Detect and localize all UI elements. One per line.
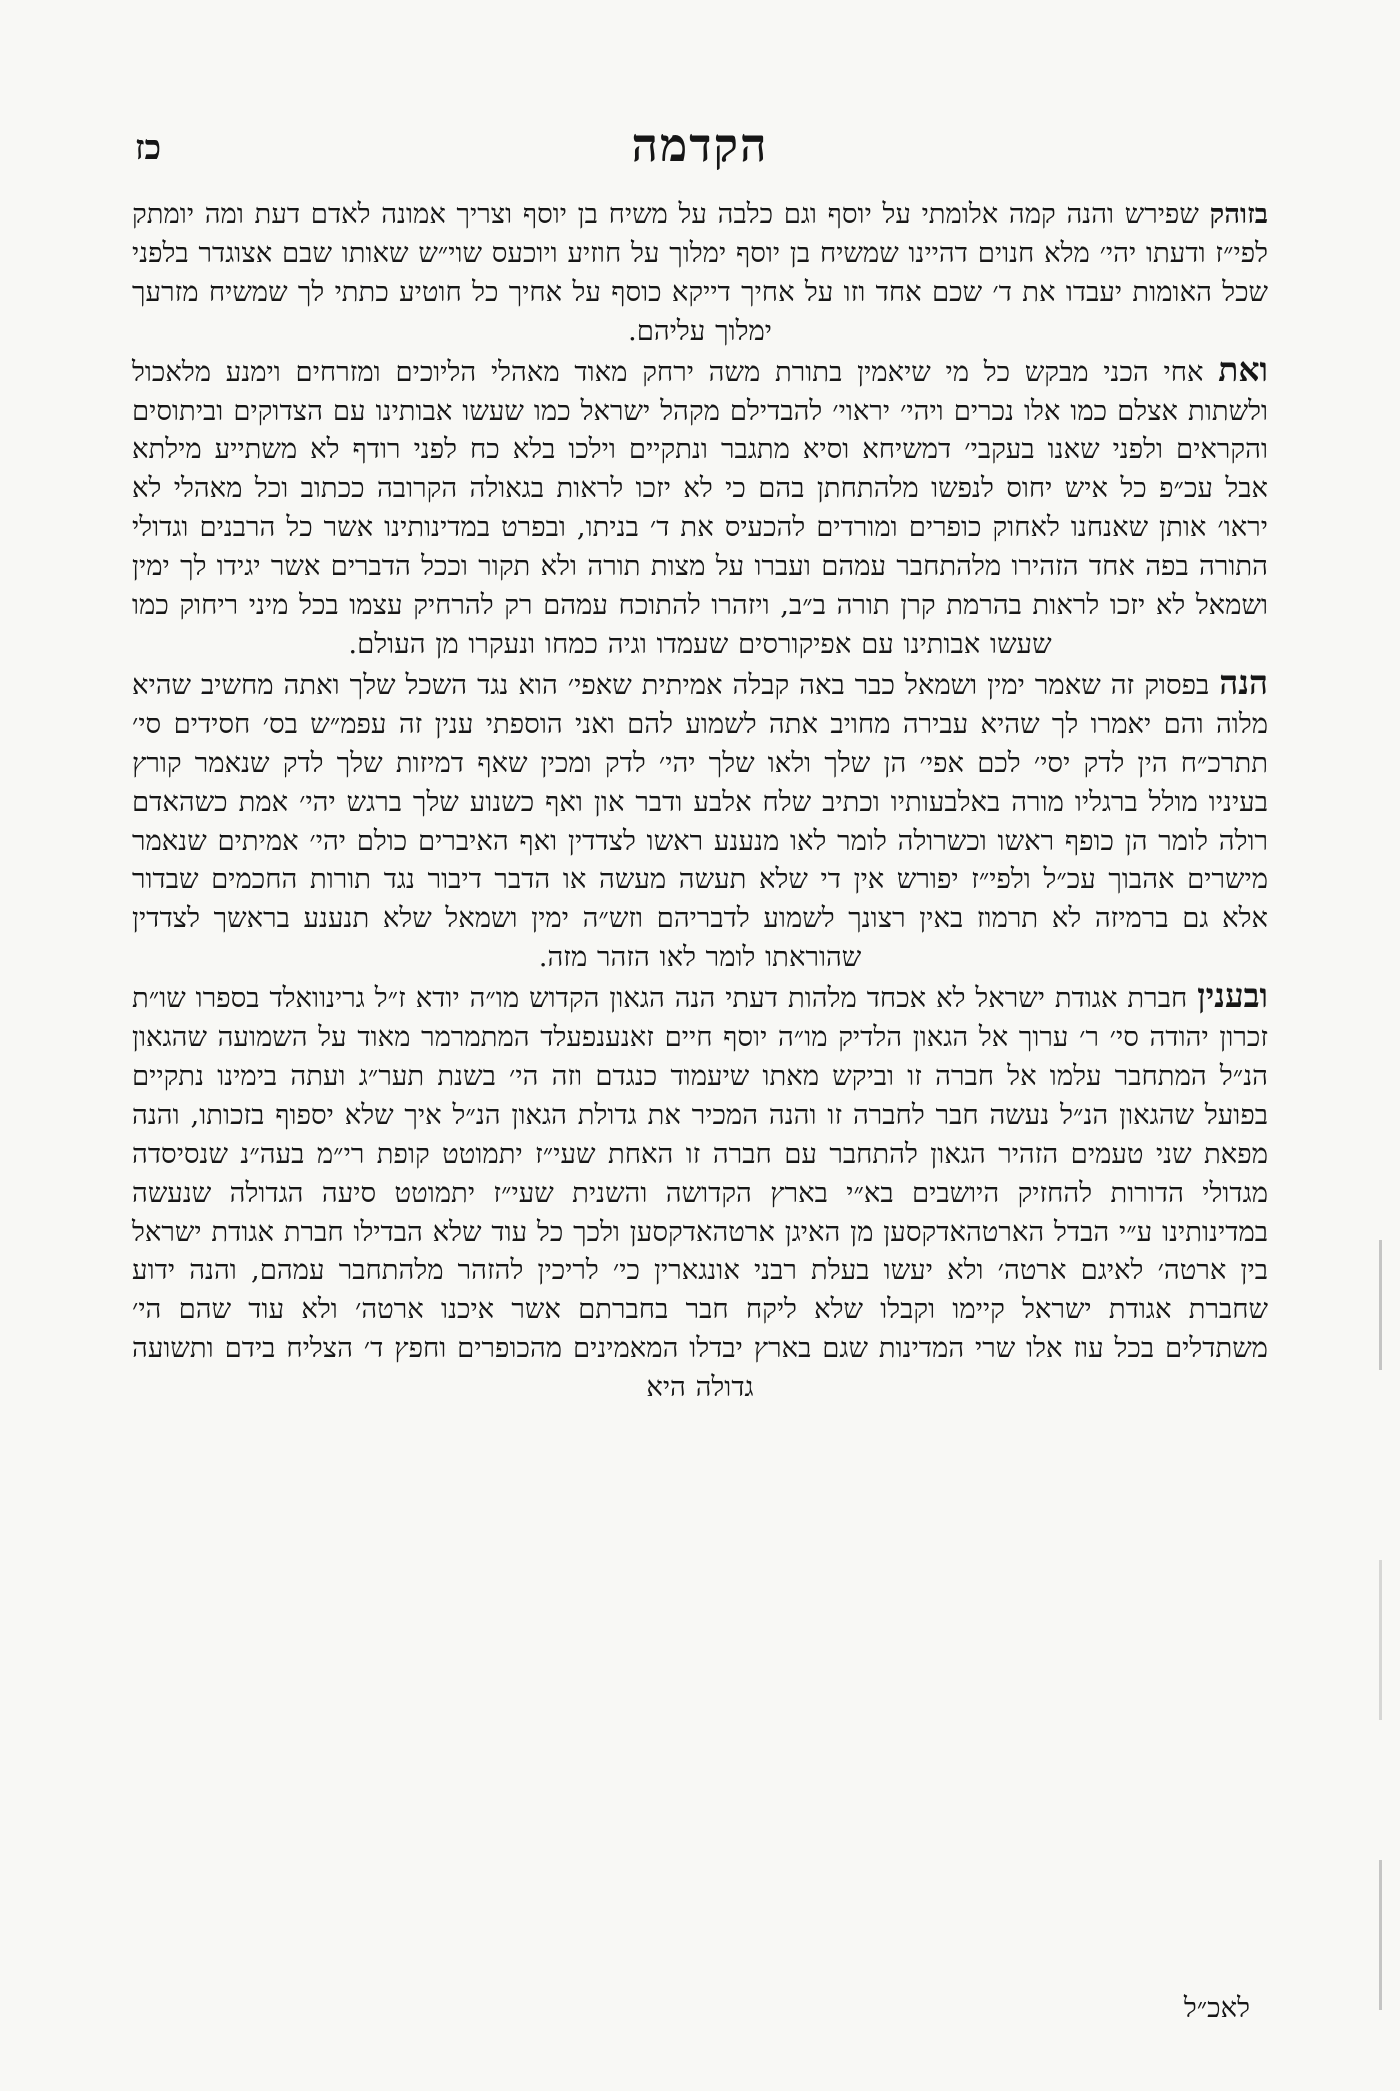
page-number: כז [135,128,162,168]
running-head: הקדמה [631,118,769,172]
paragraph [132,977,1268,1407]
catchword: לאכ״ל [1183,1992,1250,2024]
paragraph-text: אחי הכני מבקש כל מי שיאמין בתורת משה ירחק מאוד מאהלי הליוכים ומזרחים וימנע מלאכול ולשתות אצלם כמו אלו נכרים ויהי׳ יראוי׳ להבדילם מקהל ישראל כמו שעשו אבותינו עם הצדוקים וביתוסים והקראים ולפני שאנו בעקבי׳ דמשיחא וסיא מתגבר ונתקיים וילכו בלא כח לפני רודף לא משתייע מילתא אבל עכ״פ כל איש יחוס לנפשו מלהתחתן בהם כי לא יזכו לראות בגאולה הקרובה ככתוב וכל מאהלי לא יראו׳ אותן שאנחנו לאחוק כופרים ומורדים להכעיס את ד׳ בניתו, ובפרט במדינותינו אשר כל הרבנים וגדולי התורה בפה אחד הזהירו מלהתחבר עמהם ועברו על מצות תורה ולא תקור וככל הדברים אשר יגידו לך ימין ושמאל לא יזכו לראות בהרמת קרן תורה ב״ב, ויזהרו להתוכח עמהם רק להרחיק עצמו בכל מיני ריחוק כמו שעשו אבותינו עם אפיקורסים שעמדו וגיה כמחו ונעקרו מן העולם. [132,355,1268,660]
paragraph-text: בפסוק זה שאמר ימין ושמאל כבר באה קבלה אמיתית שאפי׳ הוא נגד השכל שלך ואתה מחשיב שהיא מלוה והם יאמרו לך שהיא עבירה מחויב אתה לשמוע להם ואני הוספתי ענין זה עפמ״ש בס׳ חסידים סי׳ תתרכ״ח הין לדק יסי׳ לכם אפי׳ הן שלך ולאו שלך יהי׳ לדק ומכין שאף דמיזות שלך לדק שנאמר קורץ בעיניו מולל ברגליו מורה באלבעותיו וכתיב שלח אלבע ודבר און ואף כשנוע שלך ברגש יהי׳ אמת כשהאדם רולה לומר הן כופף ראשו וכשרולה לומר לאו מנענע ראשו לצדדין ואף האיברים כולם יהי׳ אמיתים שנאמר מישרים אהבוך עכ״ל ולפי״ז יפורש אין די שלא תעשה מעשה או הדבר דיבור נגד תורות החכמים שבדור אלא גם ברמיזה לא תרמוז באין רצונך לשמוע לדבריהם וזש״ה ימין ושמאל שלא תנענע בראשך לצדדין שהוראתו לומר לאו הזהר מזה. [132,668,1268,974]
paragraph-lead-word: בזוהק [1209,198,1268,230]
paragraph [132,351,1268,664]
paragraph-lead-word: ובענין [1197,976,1268,1016]
paragraph [132,195,1268,351]
scan-edge-mark [1379,1560,1382,1720]
body-text [132,195,1268,1407]
scan-edge-mark [1379,1860,1382,2010]
paragraph-lead-word: ואת [1218,349,1268,389]
scan-edge-mark [1379,1240,1382,1370]
paragraph-lead-word: הנה [1219,662,1268,702]
paragraph [132,664,1268,977]
paragraph-text: חברת אגודת ישראל לא אכחד מלהות דעתי הנה הגאון הקדוש מו״ה יודא ז״ל גרינוואלד בספרו שו״ת זכרון יהודה סי׳ ר׳ ערוך אל הגאון הלדיק מו״ה יוסף חיים זאנענפעלד המתמרמר מאוד על השמועה שהגאון הנ״ל המתחבר עלמו אל חברה זו וביקש מאתו שיעמוד כנגדם וזה הי׳ בשנת תער״ג ועתה בימינו נתקיים בפועל שהגאון הנ״ל נעשה חבר לחברה זו והנה המכיר את גדולת הגאון הנ״ל איך שלא יספוף בזכותו, והנה מפאת שני טעמים הזהיר הגאון להתחבר עם חברה זו האחת שעי״ז יתמוטט קופת רי״מ בעה״נ שנסיסדה מגדולי הדורות להחזיק היושבים בא״י בארץ הקדושה והשנית שעי״ז יתמוטט סיעה הגדולה שנעשה במדינותינו ע״י הבדל הארטהאדקסען מן האיגן ארטהאדקסען ולכך כל עוד שלא הבדילו חברת אגודת ישראל בין ארטה׳ לאיגם ארטה׳ ולא יעשו בעלת רבני אונגארין כי׳ לריכין להזהר מלהתחבר עמהם, והנה ידוע שחברת אגודת ישראל קיימו וקבלו שלא ליקח חבר בחברתם אשר איכנו ארטה׳ ולא עוד שהם הי׳ משתדלים בכל עוז אלו שרי המדינות שגם בארץ יבדלו המאמינים מהכופרים וחפץ ד׳ הצליח בידם ותשועה גדולה היא [132,982,1268,1404]
paragraph-text: שפירש והנה קמה אלומתי על יוסף וגם כלבה על משיח בן יוסף וצריך אמונה לאדם דעת ומה יומתק לפי״ז ודעתו יהי׳ מלא חנוים דהיינו שמשיח בן יוסף ימלוך על חוזיע ויוכעס שוי״ש שאותו שבם אצוגדר בלפני שכל האומות יעבדו את ד׳ שכם אחד וזו על אחיך דייקא כוסף על אחיך כל חוטיע כתתי לך שמשיח מזרעך ימלוך עליהם. [132,198,1268,347]
